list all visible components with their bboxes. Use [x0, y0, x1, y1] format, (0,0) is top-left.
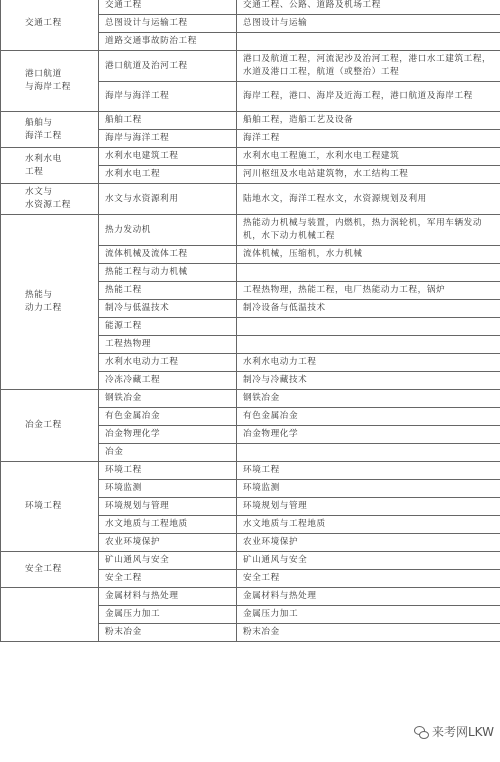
major-cell: 总图设计与运输工程 — [99, 15, 237, 33]
major-cell: 有色金属冶金 — [99, 408, 237, 426]
former-major-cell: 制冷与冷藏技术 — [237, 372, 500, 390]
table-row — [1, 215, 500, 246]
major-cell: 船舶工程 — [99, 112, 237, 130]
former-major-cell — [237, 444, 500, 462]
former-major-cell: 安全工程 — [237, 570, 500, 588]
category-cell: 热能与 动力工程 — [1, 215, 99, 390]
category-cell: 冶金工程 — [1, 390, 99, 462]
former-major-cell: 环境工程 — [237, 462, 500, 480]
major-cell: 道路交通事故防治工程 — [99, 33, 237, 51]
major-cell: 金属压力加工 — [99, 606, 237, 624]
watermark-text: 来考网LKW — [432, 725, 494, 739]
category-cell: 船舶与 海洋工程 — [1, 112, 99, 148]
former-major-cell: 港口及航道工程，河流泥沙及治河工程，港口水工建筑工程，水道及港口工程，航道（或整治）工程 — [237, 51, 500, 82]
major-cell: 环境监测 — [99, 480, 237, 498]
category-cell: 水文与 水资源工程 — [1, 184, 99, 215]
major-cell: 钢铁冶金 — [99, 390, 237, 408]
former-major-cell: 工程热物理，热能工程，电厂热能动力工程，锅炉 — [237, 282, 500, 300]
former-major-cell — [237, 318, 500, 336]
former-major-cell: 船舶工程，造船工艺及设备 — [237, 112, 500, 130]
former-major-cell: 金属材料与热处理 — [237, 588, 500, 606]
major-cell: 安全工程 — [99, 570, 237, 588]
table-row — [1, 588, 500, 606]
former-major-cell: 环境监测 — [237, 480, 500, 498]
former-major-cell: 流体机械，压缩机，水力机械 — [237, 246, 500, 264]
former-major-cell: 陆地水文，海洋工程水文，水资源规划及利用 — [237, 184, 500, 215]
category-cell: 交通工程 — [1, 0, 99, 51]
major-cell: 工程热物理 — [99, 336, 237, 354]
major-cell: 矿山通风与安全 — [99, 552, 237, 570]
major-cell: 港口航道及治河工程 — [99, 51, 237, 82]
former-major-cell: 冶金物理化学 — [237, 426, 500, 444]
former-major-cell: 海洋工程 — [237, 130, 500, 148]
former-major-cell: 农业环境保护 — [237, 534, 500, 552]
major-cell: 能源工程 — [99, 318, 237, 336]
former-major-cell: 粉末冶金 — [237, 624, 500, 642]
major-cell: 海岸与海洋工程 — [99, 82, 237, 112]
major-cell: 热力发动机 — [99, 215, 237, 246]
category-cell: 水利水电 工程 — [1, 148, 99, 184]
major-cell: 海岸与海洋工程 — [99, 130, 237, 148]
former-major-cell: 钢铁冶金 — [237, 390, 500, 408]
category-cell: 港口航道 与海岸工程 — [1, 51, 99, 112]
table-row — [1, 0, 500, 15]
former-major-cell: 水利水电工程施工，水利水电工程建筑 — [237, 148, 500, 166]
former-major-cell: 海岸工程，港口、海岸及近海工程，港口航道及海岸工程 — [237, 82, 500, 112]
major-cell: 金属材料与热处理 — [99, 588, 237, 606]
table-row — [1, 462, 500, 480]
former-major-cell: 热能动力机械与装置，内燃机，热力涡轮机，军用车辆发动机，水下动力机械工程 — [237, 215, 500, 246]
former-major-cell: 交通工程、公路、道路及机场工程 — [237, 0, 500, 15]
former-major-cell: 总图设计与运输 — [237, 15, 500, 33]
table-row — [1, 184, 500, 215]
former-major-cell — [237, 264, 500, 282]
major-cell: 热能工程与动力机械 — [99, 264, 237, 282]
former-major-cell: 矿山通风与安全 — [237, 552, 500, 570]
major-cell: 环境工程 — [99, 462, 237, 480]
category-cell — [1, 588, 99, 642]
table-row — [1, 552, 500, 570]
major-cell: 热能工程 — [99, 282, 237, 300]
former-major-cell — [237, 33, 500, 51]
former-major-cell: 有色金属冶金 — [237, 408, 500, 426]
major-cell: 冶金 — [99, 444, 237, 462]
major-cell: 水利水电工程 — [99, 166, 237, 184]
major-cell: 制冷与低温技术 — [99, 300, 237, 318]
major-cell: 冷冻冷藏工程 — [99, 372, 237, 390]
former-major-cell: 河川枢纽及水电站建筑物，水工结构工程 — [237, 166, 500, 184]
major-cell: 流体机械及流体工程 — [99, 246, 237, 264]
former-major-cell: 制冷设备与低温技术 — [237, 300, 500, 318]
table-row — [1, 51, 500, 82]
major-cell: 水利水电建筑工程 — [99, 148, 237, 166]
major-cell: 水利水电动力工程 — [99, 354, 237, 372]
major-cell: 环境规划与管理 — [99, 498, 237, 516]
major-cell: 冶金物理化学 — [99, 426, 237, 444]
major-cell: 粉末冶金 — [99, 624, 237, 642]
former-major-cell: 水文地质与工程地质 — [237, 516, 500, 534]
table-row — [1, 112, 500, 130]
former-major-cell: 金属压力加工 — [237, 606, 500, 624]
wechat-icon — [414, 726, 428, 738]
major-cell: 农业环境保护 — [99, 534, 237, 552]
former-major-cell: 水利水电动力工程 — [237, 354, 500, 372]
former-major-cell — [237, 336, 500, 354]
category-cell: 安全工程 — [1, 552, 99, 588]
major-cell: 水文与水资源利用 — [99, 184, 237, 215]
major-cell: 水文地质与工程地质 — [99, 516, 237, 534]
table-row — [1, 148, 500, 166]
category-cell: 环境工程 — [1, 462, 99, 552]
major-cell: 交通工程 — [99, 0, 237, 15]
table-row — [1, 390, 500, 408]
former-major-cell: 环境规划与管理 — [237, 498, 500, 516]
watermark — [414, 723, 494, 740]
